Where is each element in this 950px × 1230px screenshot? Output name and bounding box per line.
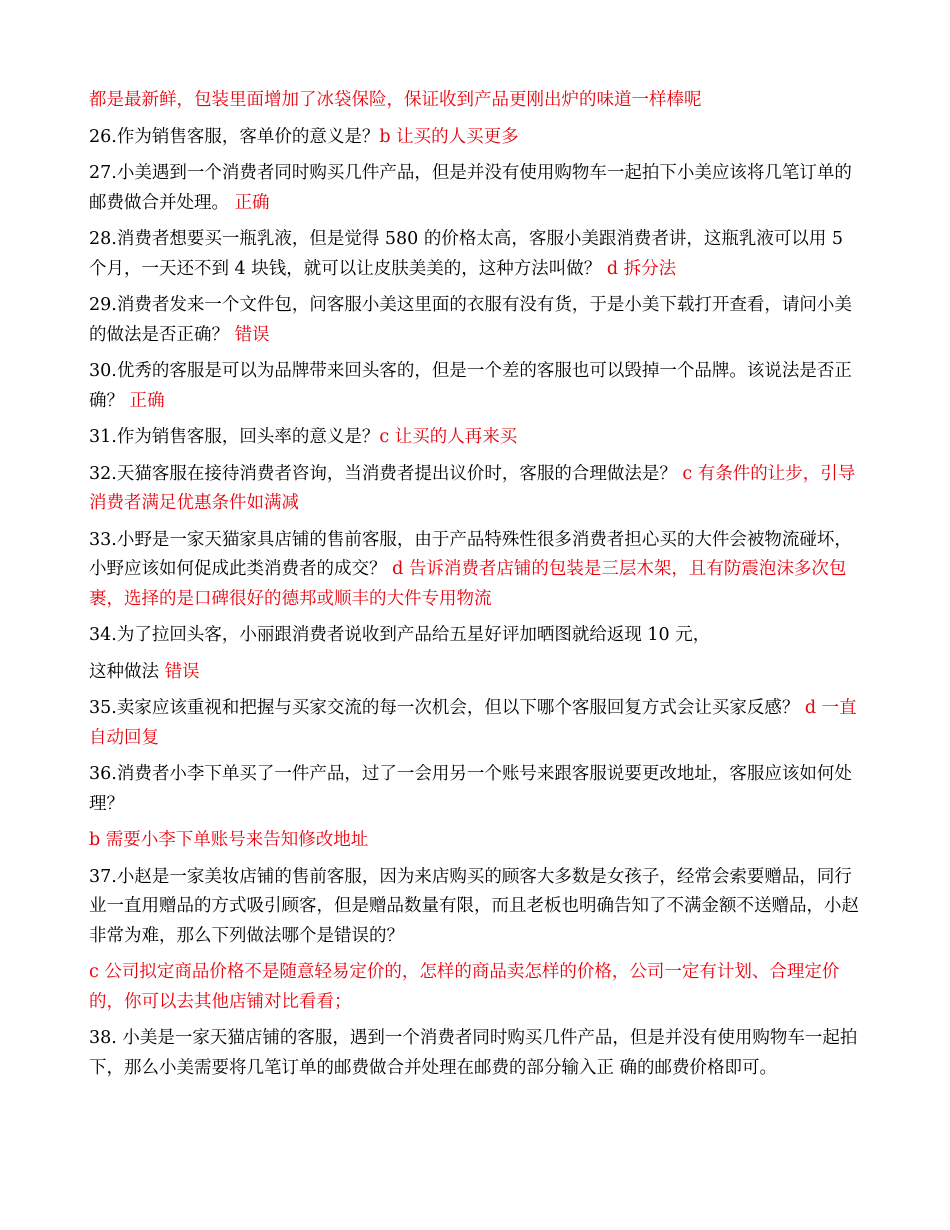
answer-text: d 拆分法 <box>606 258 677 279</box>
document-page <box>89 86 864 1090</box>
answer-text: 错误 <box>164 661 200 682</box>
answer-36 <box>89 826 864 856</box>
question-34 <box>89 621 864 651</box>
question-text: 31.作为销售客服，回头率的意义是？ <box>89 427 380 447</box>
answer-paragraph <box>89 86 864 116</box>
question-38 <box>89 1024 864 1083</box>
question-34-continued <box>89 658 864 688</box>
question-text: 29.消费者发来一个文件包，问客服小美这里面的衣服有没有货，于是小美下载打开查看，请问小美的做法是否正确？ <box>89 295 852 345</box>
question-text: 28.消费者想要买一瓶乳液，但是觉得 580 的价格太高，客服小美跟消费者讲，这瓶乳液可以用 5 个月，一天还不到 4 块钱，就可以让皮肤美美的，这种方法叫做？ <box>89 229 844 279</box>
answer-text: 错误 <box>234 324 270 345</box>
question-36 <box>89 760 864 819</box>
question-26 <box>89 123 864 153</box>
question-31 <box>89 423 864 453</box>
answer-text: 正确 <box>234 192 270 213</box>
answer-text: c 让买的人再来买 <box>379 427 518 447</box>
answer-text: c 有条件的让步，引导消费者满足优惠条件如满减 <box>89 463 856 513</box>
question-text: 30.优秀的客服是可以为品牌带来回头客的，但是一个差的客服也可以毁掉一个品牌。该说法是否正确？ <box>89 361 852 411</box>
question-text: 36.消费者小李下单买了一件产品，过了一会用另一个账号来跟客服说要更改地址，客服应该如何处理？ <box>89 764 852 814</box>
question-text: 32.天猫客服在接待消费者咨询，当消费者提出议价时，客服的合理做法是？ <box>89 463 683 484</box>
question-30 <box>89 357 864 416</box>
answer-text: d 告诉消费者店铺的包装是三层木架，且有防震泡沫多次包裹，选择的是口碑很好的德邦或顺丰的大件专用物流 <box>89 559 847 609</box>
question-text: 这种做法 <box>89 661 165 682</box>
question-text: 35.卖家应该重视和把握与买家交流的每一次机会，但以下哪个客服回复方式会让买家反感？ <box>89 698 805 718</box>
question-37 <box>89 863 864 952</box>
answer-text: 正确 <box>129 390 165 411</box>
question-text: 33.小野是一家天猫家具店铺的售前客服，由于产品特殊性很多消费者担心买的大件会被物流碰坏，小野应该如何促成此类消费者的成交？ <box>89 529 852 579</box>
answer-text: d 一直自动回复 <box>89 698 857 748</box>
answer-text: c 公司拟定商品价格不是随意轻易定价的，怎样的商品卖怎样的价格，公司一定有计划、合理定价的，你可以去其他店铺对比看看； <box>89 962 840 1012</box>
question-text: 26.作为销售客服，客单价的意义是？ <box>89 126 380 147</box>
question-text: 34.为了拉回头客，小丽跟消费者说收到产品给五星好评加晒图就给返现 10 元， <box>89 625 711 645</box>
answer-text: b 让买的人买更多 <box>379 126 519 147</box>
answer-text: b 需要小李下单账号来告知修改地址 <box>89 830 369 850</box>
question-text: 27.小美遇到一个消费者同时购买几件产品，但是并没有使用购物车一起拍下小美应该将几笔订单的邮费做合并处理。 <box>89 163 852 213</box>
answer-37 <box>89 958 864 1017</box>
question-35 <box>89 694 864 753</box>
question-28 <box>89 225 864 284</box>
question-29 <box>89 291 864 350</box>
question-text: 38. 小美是一家天猫店铺的客服，遇到一个消费者同时购买几件产品，但是并没有使用购物车一起拍下，那么小美需要将几笔订单的邮费做合并处理在邮费的部分输入正 确的邮费价格即可。 <box>89 1028 858 1078</box>
question-27 <box>89 159 864 218</box>
question-32 <box>89 460 864 519</box>
question-33 <box>89 526 864 615</box>
answer-text: 都是最新鲜，包装里面增加了冰袋保险，保证收到产品更刚出炉的味道一样棒呢 <box>89 90 702 110</box>
question-text: 37.小赵是一家美妆店铺的售前客服，因为来店购买的顾客大多数是女孩子，经常会索要赠品，同行业一直用赠品的方式吸引顾客，但是赠品数量有限，而且老板也明确告知了不满金额不送赠品，小赵非常为难，那么下列做法哪个是错误的？ <box>89 866 859 946</box>
